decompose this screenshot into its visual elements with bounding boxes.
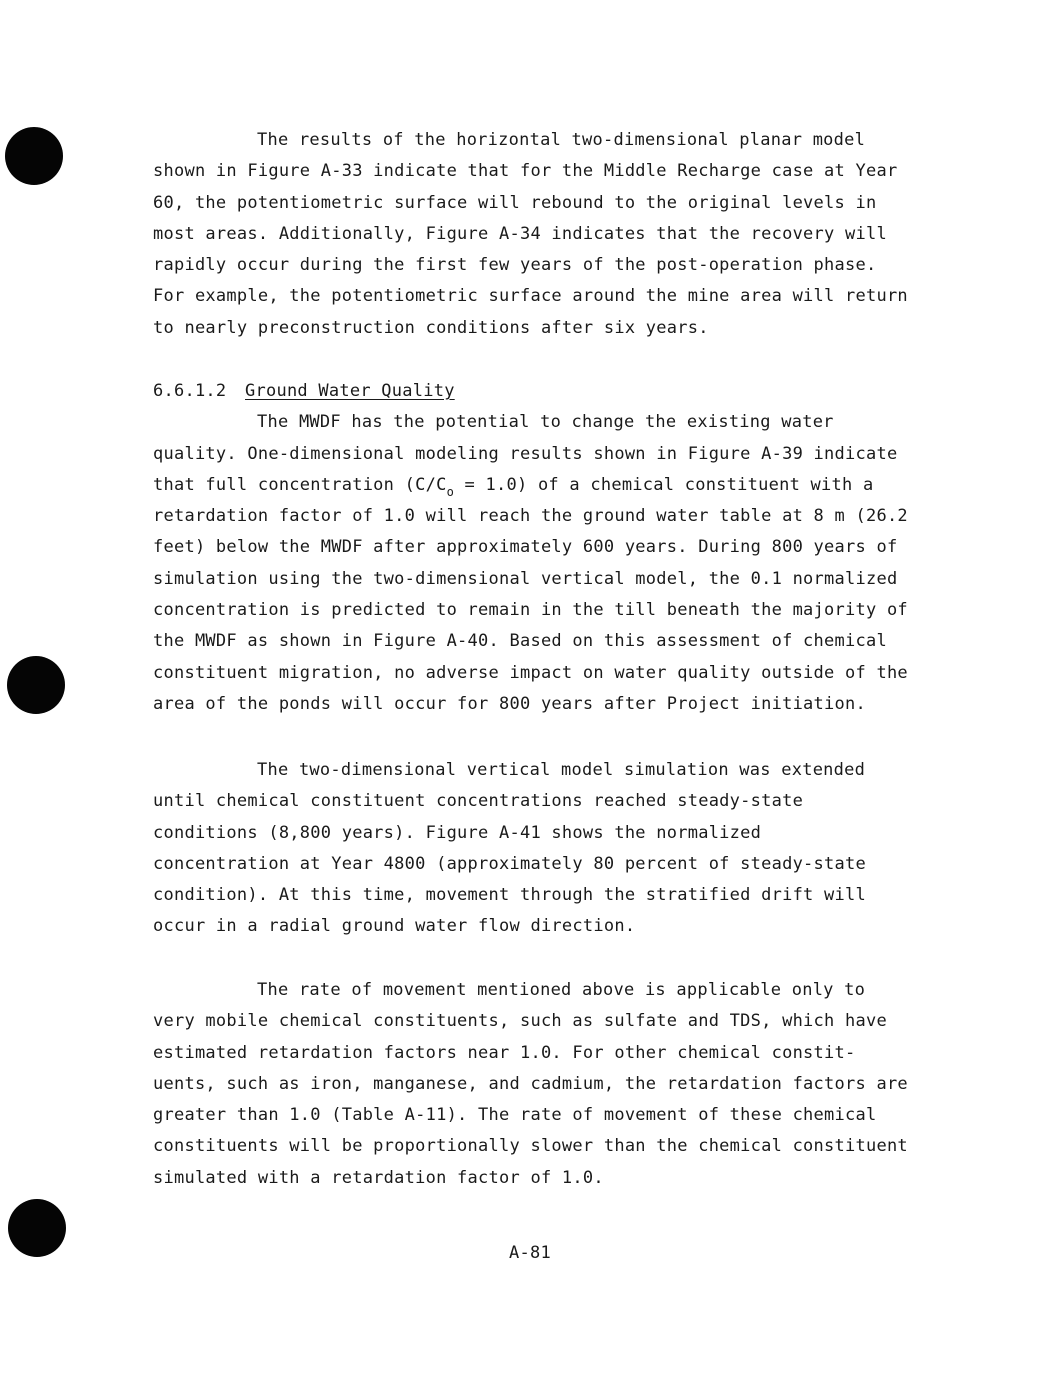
text-line: simulation using the two-dimensional vertical model, the 0.1 normalized: [153, 568, 898, 589]
subscript: o: [446, 484, 455, 499]
text-fragment: = 1.0) of a chemical constituent with a: [454, 474, 874, 495]
text-line: constituents will be proportionally slower than the chemical constituent: [153, 1136, 908, 1157]
binder-hole-bottom: [8, 1199, 66, 1257]
text-line: concentration is predicted to remain in the till beneath the majority of: [153, 600, 908, 621]
text-line: conditions (8,800 years). Figure A-41 shows the normalized: [153, 822, 762, 843]
text-line: very mobile chemical constituents, such as sulfate and TDS, which have: [153, 1011, 887, 1032]
text-line: feet) below the MWDF after approximately 600 years. During 800 years of: [153, 537, 898, 558]
section-heading: [153, 376, 953, 407]
text-line: simulated with a retardation factor of 1.0.: [153, 1167, 604, 1188]
text-line: area of the ponds will occur for 800 years after Project initiation.: [153, 693, 866, 714]
binder-hole-middle: [7, 656, 65, 714]
text-line: condition). At this time, movement through the stratified drift will: [153, 885, 866, 906]
text-line: uents, such as iron, manganese, and cadmium, the retardation factors are: [153, 1073, 908, 1094]
text-line: until chemical constituent concentrations reached steady-state: [153, 791, 804, 812]
text-line: rapidly occur during the first few years of the post-operation phase.: [153, 255, 877, 276]
text-line: to nearly preconstruction conditions after six years.: [153, 317, 709, 338]
text-line: the MWDF as shown in Figure A-40. Based on this assessment of chemical: [153, 631, 887, 652]
paragraph-rate-of-movement: [153, 975, 953, 1194]
section-ground-water-quality: [153, 376, 953, 720]
text-line: For example, the potentiometric surface around the mine area will return: [153, 286, 908, 307]
text-line: occur in a radial ground water flow direction.: [153, 916, 636, 937]
paragraph-potentiometric-recovery: [153, 125, 953, 344]
text-line: concentration at Year 4800 (approximately 80 percent of steady-state: [153, 853, 866, 874]
text-line: The rate of movement mentioned above is applicable only to: [257, 980, 866, 1000]
page-number: A-81: [509, 1243, 551, 1263]
text-line: 60, the potentiometric surface will rebound to the original levels in: [153, 192, 877, 213]
text-line: The results of the horizontal two-dimensional planar model: [257, 130, 866, 150]
section-number: 6.6.1.2: [153, 381, 227, 401]
text-fragment: that full concentration (C/C: [153, 474, 447, 495]
text-line: estimated retardation factors near 1.0. For other chemical constit-: [153, 1042, 856, 1063]
text-line: shown in Figure A-33 indicate that for the Middle Recharge case at Year: [153, 161, 898, 182]
text-line: The MWDF has the potential to change the existing water: [257, 412, 834, 433]
text-line: most areas. Additionally, Figure A-34 indicates that the recovery will: [153, 223, 887, 244]
paragraph-steady-state-simulation: [153, 755, 953, 943]
text-line: retardation factor of 1.0 will reach the ground water table at 8 m (26.2: [153, 506, 908, 527]
text-line: The two-dimensional vertical model simulation was extended: [257, 760, 866, 780]
text-line-concentration: [153, 470, 953, 501]
text-line: constituent migration, no adverse impact on water quality outside of the: [153, 662, 908, 683]
section-title: Ground Water Quality: [245, 381, 455, 401]
binder-hole-top: [5, 127, 63, 185]
text-line: greater than 1.0 (Table A-11). The rate of movement of these chemical: [153, 1105, 877, 1126]
text-line: quality. One-dimensional modeling results shown in Figure A-39 indicate: [153, 443, 898, 464]
